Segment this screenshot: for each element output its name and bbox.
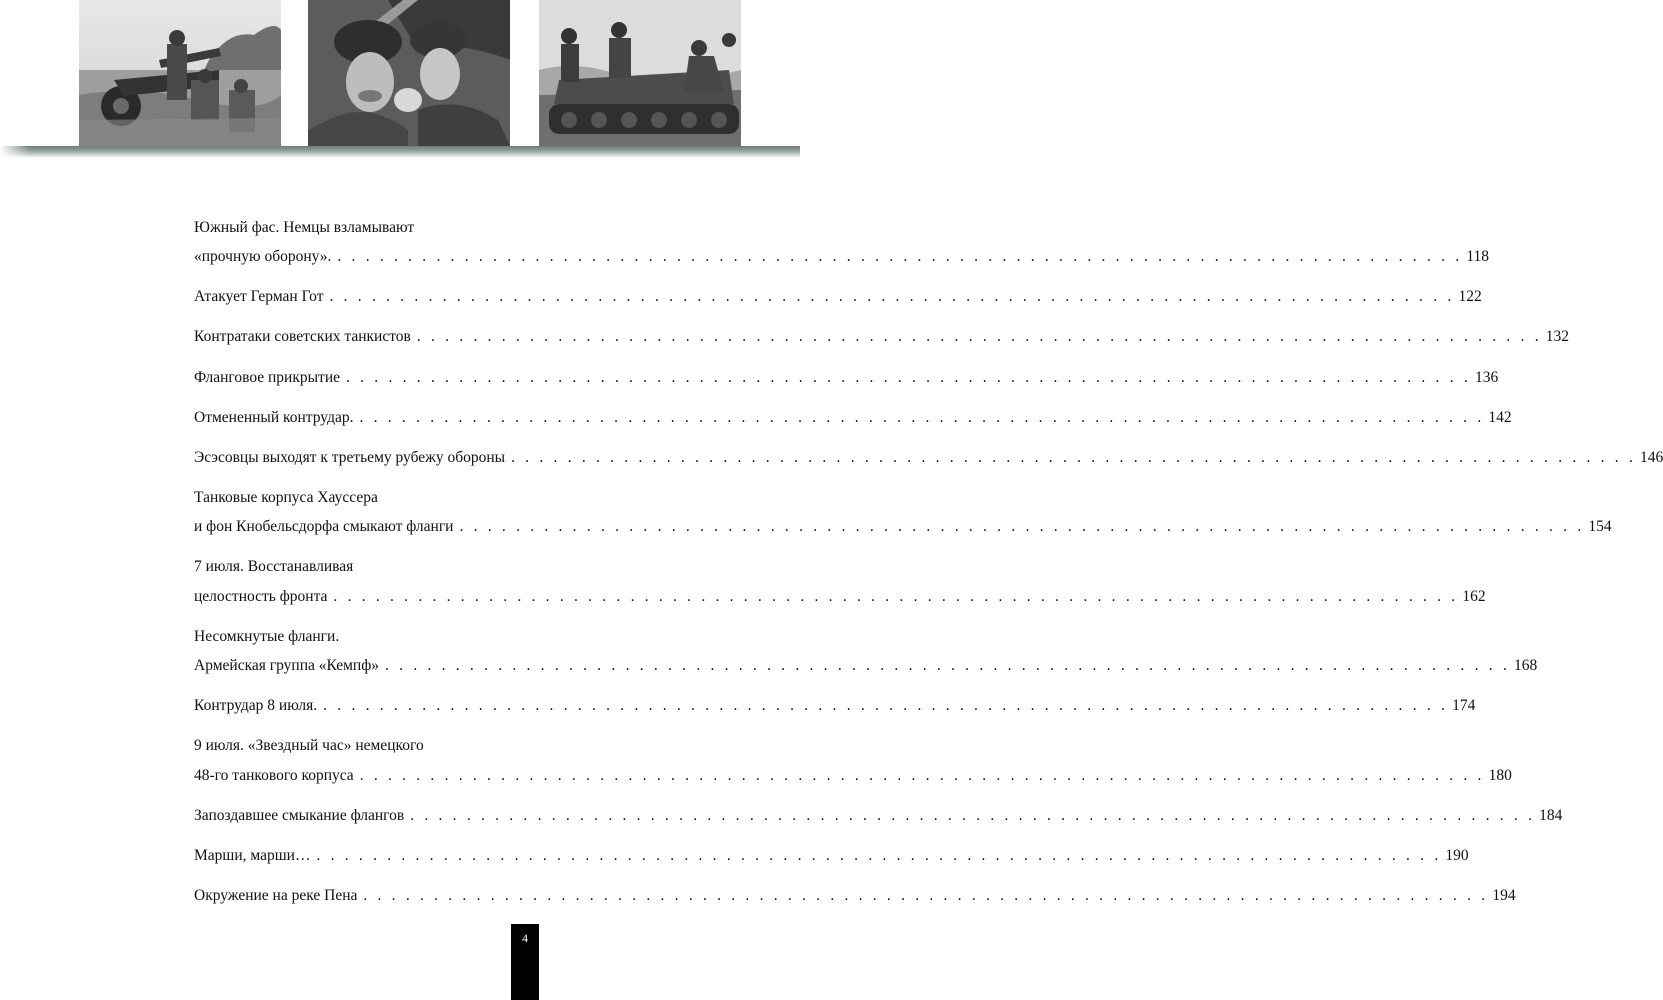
toc-entry: [194, 448, 1663, 468]
toc-entry-text: Южный фас. Немцы взламывают: [194, 219, 415, 236]
toc-page-number: 184: [1539, 807, 1563, 824]
toc-page-number: 122: [1458, 288, 1482, 305]
dot-leader: . . . . . . . . . . . . . . . . . . . . . . . . . . . . . . . . . . . . . . . . . . . . . . . . . . . . . . . . . . . . . . . . . . . . . . . . . . . . . . . .: [459, 518, 1585, 535]
toc-entry-text: целостность фронта: [194, 588, 328, 605]
toc-entry-line: [194, 627, 624, 647]
toc-entry-text: Запоздавшее смыкание флангов: [194, 807, 405, 824]
toc-entry-text: Атакует Герман Гот: [194, 288, 324, 305]
toc-entry: [194, 766, 1512, 786]
toc-page-number: 194: [1492, 887, 1516, 904]
toc-page-number: 174: [1452, 697, 1476, 714]
toc-entry: [194, 287, 1482, 307]
dot-leader: . . . . . . . . . . . . . . . . . . . . . . . . . . . . . . . . . . . . . . . . . . . . . . . . . . . . . . . . . . . . . . . . . . . . . . . . . . . . . . . .: [359, 767, 1485, 784]
toc-page-number: 132: [1545, 328, 1570, 345]
dot-leader: . . . . . . . . . . . . . . . . . . . . . . . . . . . . . . . . . . . . . . . . . . . . . . . . . . . . . . . . . . . . . . . . . . . . . . . . . . . . . . . .: [363, 887, 1489, 904]
dot-leader: . . . . . . . . . . . . . . . . . . . . . . . . . . . . . . . . . . . . . . . . . . . . . . . . . . . . . . . . . . . . . . . . . . . . . . . . . . . . . . . .: [329, 288, 1455, 305]
toc-page-number: 118: [1466, 248, 1490, 265]
toc-entry-text: 9 июля. «Звездный час» немецкого: [194, 737, 424, 754]
toc-entry-text: Отмененный контрудар.: [194, 409, 354, 426]
toc-entry: [194, 517, 1612, 537]
toc-entry-text: 48-го танкового корпуса: [194, 767, 354, 784]
toc-entry-line: [194, 557, 624, 577]
toc-entry-text: Контратаки советских танкистов: [194, 328, 411, 345]
dot-leader: . . . . . . . . . . . . . . . . . . . . . . . . . . . . . . . . . . . . . . . . . . . . . . . . . . . . . . . . . . . . . . . . . . . . . . . . . . . . . . . .: [323, 697, 1449, 714]
toc-entry: [194, 846, 1469, 866]
dot-leader: . . . . . . . . . . . . . . . . . . . . . . . . . . . . . . . . . . . . . . . . . . . . . . . . . . . . . . . . . . . . . . . . . . . . . . . . . . . . . . . .: [359, 409, 1485, 426]
photo-tank-assault: [539, 0, 741, 146]
toc-page-number: 146: [1640, 449, 1663, 466]
toc-entry: [194, 368, 1499, 388]
toc-entry-text: Фланговое прикрытие: [194, 369, 340, 386]
photo-artillery-crew: [79, 0, 281, 146]
toc-entry: [194, 408, 1512, 428]
toc-entry-line: [194, 218, 624, 238]
toc-entry: [194, 327, 1570, 347]
dot-leader: . . . . . . . . . . . . . . . . . . . . . . . . . . . . . . . . . . . . . . . . . . . . . . . . . . . . . . . . . . . . . . . . . . . . . . . . . . . . . . . .: [316, 847, 1442, 864]
toc-entry-text: Армейская группа «Кемпф»: [194, 657, 380, 674]
dot-leader: . . . . . . . . . . . . . . . . . . . . . . . . . . . . . . . . . . . . . . . . . . . . . . . . . . . . . . . . . . . . . . . . . . . . . . . . . . . . . . . .: [416, 328, 1542, 345]
toc-entry-text: Марши, марши…: [194, 847, 311, 864]
photo-header: [0, 0, 800, 160]
page-number-tab: [511, 924, 539, 1000]
toc-page-number: 162: [1462, 588, 1486, 605]
photo-soldiers-portrait: [308, 0, 510, 146]
dot-leader: . . . . . . . . . . . . . . . . . . . . . . . . . . . . . . . . . . . . . . . . . . . . . . . . . . . . . . . . . . . . . . . . . . . . . . . . . . . . . . . .: [511, 449, 1637, 466]
page-number: 4: [522, 931, 528, 945]
toc-entry-text: Контрудар 8 июля.: [194, 697, 318, 714]
toc-page-number: 190: [1445, 847, 1469, 864]
toc-entry-text: 7 июля. Восстанавливая: [194, 558, 354, 575]
toc-entry-text: Несомкнутые фланги.: [194, 628, 340, 645]
toc-entry: [194, 806, 1563, 826]
toc-entry-text: и фон Кнобельсдорфа смыкают фланги: [194, 518, 454, 535]
header-divider-band: [0, 146, 800, 158]
toc-page-number: 136: [1474, 369, 1499, 386]
toc-entry: [194, 587, 1486, 607]
toc-entry-line: [194, 736, 624, 756]
toc-entry: [194, 696, 1476, 716]
dot-leader: . . . . . . . . . . . . . . . . . . . . . . . . . . . . . . . . . . . . . . . . . . . . . . . . . . . . . . . . . . . . . . . . . . . . . . . . . . . . . . . .: [410, 807, 1536, 824]
toc-page-number: 168: [1513, 657, 1538, 674]
toc-page-number: 142: [1488, 409, 1512, 426]
toc-entry: [194, 886, 1516, 906]
toc-entry-text: Эсэсовцы выходят к третьему рубежу обороны: [194, 449, 506, 466]
dot-leader: . . . . . . . . . . . . . . . . . . . . . . . . . . . . . . . . . . . . . . . . . . . . . . . . . . . . . . . . . . . . . . . . . . . . . . . . . . . . . . . .: [333, 588, 1459, 605]
toc-entry-text: Окружение на реке Пена: [194, 887, 358, 904]
toc-entry-text: «прочную оборону».: [194, 248, 332, 265]
toc-entry: [194, 656, 1538, 676]
toc-entry-line: [194, 488, 624, 508]
dot-leader: . . . . . . . . . . . . . . . . . . . . . . . . . . . . . . . . . . . . . . . . . . . . . . . . . . . . . . . . . . . . . . . . . . . . . . . . . . . . . . . .: [385, 657, 1510, 674]
toc-page-number: 154: [1588, 518, 1612, 535]
toc-page-number: 180: [1488, 767, 1512, 784]
dot-leader: . . . . . . . . . . . . . . . . . . . . . . . . . . . . . . . . . . . . . . . . . . . . . . . . . . . . . . . . . . . . . . . . . . . . . . . . . . . . . . . .: [346, 369, 1471, 386]
toc-entry-text: Танковые корпуса Хауссера: [194, 489, 378, 506]
toc-entry: [194, 247, 1490, 267]
dot-leader: . . . . . . . . . . . . . . . . . . . . . . . . . . . . . . . . . . . . . . . . . . . . . . . . . . . . . . . . . . . . . . . . . . . . . . . . . . . . . . . .: [337, 248, 1463, 265]
